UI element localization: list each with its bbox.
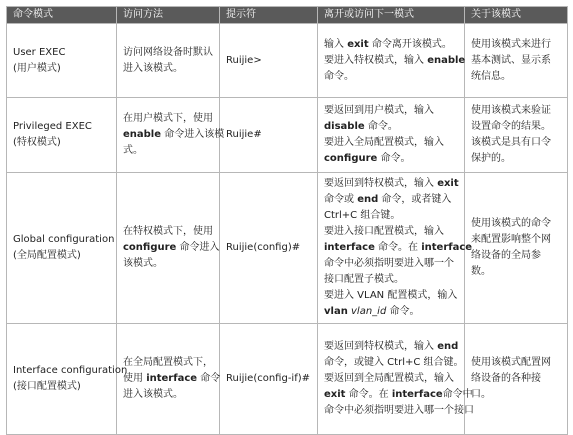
cell-prompt: Ruijie(config)# <box>220 173 318 324</box>
cell-prompt: Ruijie# <box>220 98 318 173</box>
about-line: 基本测试、显示系 <box>471 54 551 66</box>
mode-subtitle: (接口配置模式) <box>13 381 81 392</box>
cell-leave <box>318 98 465 173</box>
cell-leave <box>318 24 465 98</box>
access-line: 进入该模式。 <box>123 62 183 74</box>
leave-line: 要返回到用户模式，输入 <box>324 105 434 116</box>
header-about: 关于该模式 <box>465 7 568 24</box>
leave-cmd: exit <box>324 389 346 400</box>
leave-text: 命令离开该模式。 <box>368 38 452 50</box>
cell-about <box>465 324 568 435</box>
leave-cmd: end <box>357 194 379 205</box>
leave-line <box>324 387 473 403</box>
leave-cmd: configure <box>324 153 378 164</box>
leave-text: 命令或 <box>324 194 358 205</box>
leave-line <box>324 37 458 53</box>
leave-text: 命令。 <box>364 121 398 132</box>
cell-mode <box>7 173 117 324</box>
leave-text: 要返回到特权模式，输入 <box>324 178 438 189</box>
mode-name: User EXEC <box>13 46 66 58</box>
mode-name: Global configuration <box>13 234 115 245</box>
access-line: 在特权模式下，使用 <box>123 226 213 237</box>
leave-line <box>324 151 458 167</box>
leave-line <box>324 192 458 208</box>
access-line: 在用户模式下，使用 <box>123 113 213 124</box>
leave-line <box>324 119 458 135</box>
leave-text: 命令。在 <box>345 389 392 400</box>
leave-line: 要返回到全局配置模式，输入 <box>324 373 454 384</box>
leave-cmd: interface <box>324 242 375 253</box>
about-line: 数。 <box>471 266 491 277</box>
access-text: 命令进入 <box>176 242 220 253</box>
cell-access <box>117 98 225 173</box>
leave-line: 要进入 VLAN 配置模式，输入 <box>324 290 458 301</box>
access-line: 进入该模式。 <box>123 389 183 400</box>
about-line: 使用该模式配置网 <box>471 357 551 368</box>
access-line <box>123 240 220 256</box>
cell-about <box>465 98 568 173</box>
leave-line <box>324 176 458 192</box>
cell-about <box>465 173 568 324</box>
leave-line: 命令中必须指明要进入哪一个 <box>324 258 454 269</box>
leave-cmd: end <box>437 341 459 352</box>
mode-subtitle: (全局配置模式) <box>13 250 81 261</box>
header-mode: 命令模式 <box>7 7 117 24</box>
cell-prompt: Ruijie(config-if)# <box>220 324 318 435</box>
leave-cmd: interface <box>391 389 443 400</box>
header-leave: 离开或访问下一模式 <box>318 7 465 24</box>
cell-about <box>465 24 568 98</box>
leave-line: 要进入全局配置模式，输入 <box>324 137 444 148</box>
about-line: 统信息。 <box>471 70 511 82</box>
leave-line: 接口配置子模式。 <box>324 274 404 285</box>
leave-line: 命令。 <box>324 70 354 82</box>
about-line: 口。 <box>471 389 491 400</box>
mode-subtitle: (特权模式) <box>13 137 61 148</box>
command-mode-table <box>6 6 568 435</box>
cell-leave <box>318 324 474 435</box>
leave-text: 要返回到特权模式，输入 <box>324 341 438 352</box>
about-line: 使用该模式来验证 <box>471 105 551 116</box>
about-line: 络设备的各种接 <box>471 373 541 384</box>
leave-text: 要进入特权模式，输入 <box>324 54 428 66</box>
leave-line <box>324 53 466 69</box>
leave-cmd: exit <box>347 38 369 50</box>
access-line: 该模式。 <box>123 258 163 269</box>
leave-line: 要进入接口配置模式，输入 <box>324 226 444 237</box>
leave-cmd: exit <box>437 178 459 189</box>
cell-mode <box>7 324 128 435</box>
leave-text: 命令中 <box>442 389 473 400</box>
access-text: 命令 <box>197 373 221 384</box>
leave-text: 命令，或者键入 <box>378 194 452 205</box>
about-line: 来配置影响整个网 <box>471 234 551 245</box>
table-row <box>7 24 568 98</box>
mode-subtitle: (用户模式) <box>13 62 61 74</box>
cell-access <box>117 324 220 435</box>
cell-leave <box>318 173 473 324</box>
header-access: 访问方法 <box>117 7 220 24</box>
leave-cmd: interface <box>421 242 473 253</box>
cell-access <box>117 24 220 98</box>
access-line: 式。 <box>123 145 143 156</box>
about-line: 使用该模式的命令 <box>471 218 551 229</box>
leave-cmd: enable <box>427 54 466 66</box>
leave-line: 命令，或键入 Ctrl+C 组合键。 <box>324 357 464 368</box>
leave-line: Ctrl+C 组合键。 <box>324 210 401 221</box>
leave-arg: vlan_id <box>351 306 387 317</box>
access-cmd: configure <box>123 242 177 253</box>
table-header-row <box>7 7 568 24</box>
leave-line <box>324 304 458 320</box>
about-line: 该模式是具有口令 <box>471 137 551 148</box>
access-line <box>123 127 225 143</box>
leave-cmd: vlan <box>324 306 348 317</box>
access-cmd: interface <box>146 373 198 384</box>
table-row <box>7 98 568 173</box>
access-cmd: enable <box>123 129 162 140</box>
leave-text: 命令。 <box>377 153 411 164</box>
access-line <box>123 371 221 387</box>
leave-line: 命令中必须指明要进入哪一个接口 <box>324 405 474 416</box>
header-prompt: 提示符 <box>220 7 318 24</box>
table-row <box>7 173 568 324</box>
cell-mode <box>7 24 117 98</box>
mode-name: Privileged EXEC <box>13 121 92 132</box>
about-line: 保护的。 <box>471 153 511 164</box>
leave-cmd: disable <box>324 121 365 132</box>
mode-name: Interface configuration <box>13 365 128 376</box>
cell-mode <box>7 98 117 173</box>
access-line: 在全局配置模式下， <box>123 357 213 368</box>
leave-text: 输入 <box>324 38 348 50</box>
leave-text: 命令。在 <box>374 242 422 253</box>
about-line: 设置命令的结果。 <box>471 121 551 132</box>
table-row <box>7 324 568 435</box>
access-text: 使用 <box>123 373 147 384</box>
access-text: 命令进入该模 <box>161 129 225 140</box>
leave-line <box>324 240 473 256</box>
about-line: 使用该模式来进行 <box>471 38 551 50</box>
leave-text: 命令。 <box>386 306 420 317</box>
cell-prompt: Ruijie> <box>220 24 318 98</box>
about-line: 络设备的全局参 <box>471 250 541 261</box>
leave-line <box>324 339 458 355</box>
access-line: 访问网络设备时默认 <box>123 46 213 58</box>
cell-access <box>117 173 220 324</box>
command-mode-table-frame <box>6 6 567 416</box>
